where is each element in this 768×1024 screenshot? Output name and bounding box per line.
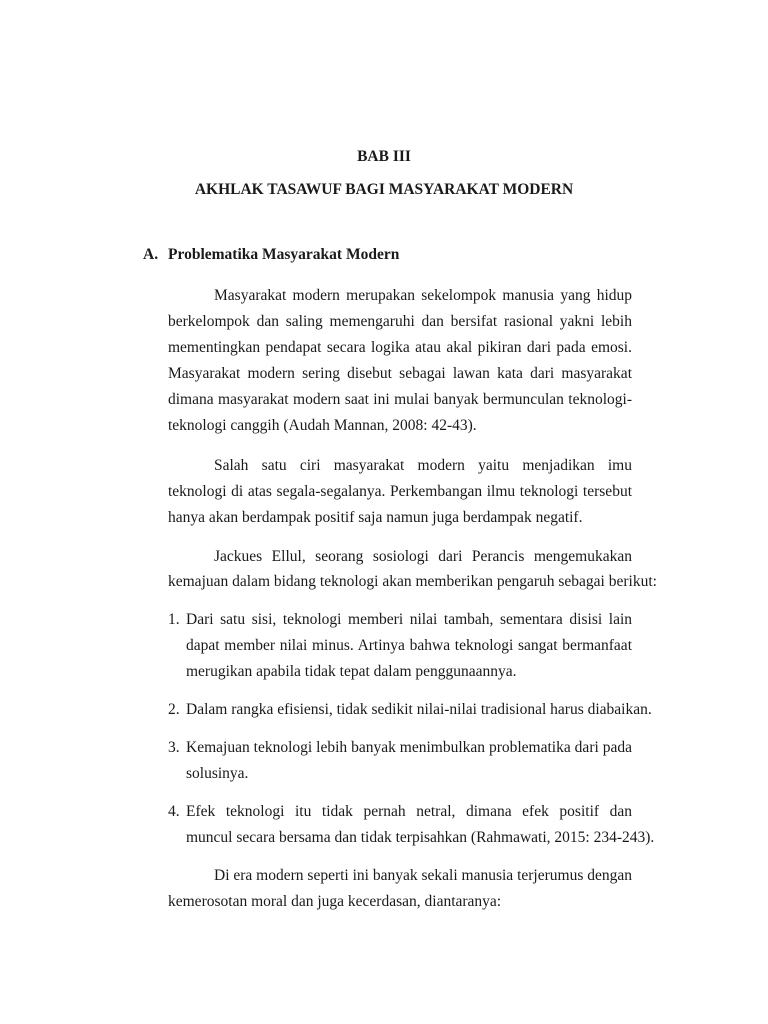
text-line: Masyarakat modern merupakan sekelompok manusia yang hidup [214,287,632,304]
text-line: Kemajuan teknologi lebih banyak menimbulkan problematika dari pada [186,739,632,756]
list-number: 3. [168,739,180,756]
list-number: 4. [168,803,180,820]
text-line: dapat member nilai minus. Artinya bahwa teknologi sangat bermanfaat [186,637,632,654]
list-number: 2. [168,701,180,718]
list-number: 1. [168,611,180,628]
text-line: solusinya. [186,765,249,782]
text-line: Di era modern seperti ini banyak sekali manusia terjerumus dengan [214,867,632,884]
chapter-number: BAB III [357,148,411,165]
text-line: dimana masyarakat modern saat ini mulai banyak bermunculan teknologi- [168,391,632,408]
text-line: Efek teknologi itu tidak pernah netral, dimana efek positif dan [186,803,632,820]
text-line: muncul secara bersama dan tidak terpisahkan (Rahmawati, 2015: 234-243). [186,829,655,846]
text-line: hanya akan berdampak positif saja namun juga berdampak negatif. [168,509,583,526]
text-line: berkelompok dan saling memengaruhi dan bersifat rasional yakni lebih [168,313,632,330]
text-line: teknologi di atas segala-segalanya. Perkembangan ilmu teknologi tersebut [168,483,632,500]
section-heading: Problematika Masyarakat Modern [168,246,400,263]
text-line: kemerosotan moral dan juga kecerdasan, diantaranya: [168,893,502,910]
text-line: mementingkan pendapat secara logika atau akal pikiran dari pada emosi. [168,339,632,356]
text-line: Masyarakat modern sering disebut sebagai lawan kata dari masyarakat [168,365,632,382]
text-line: Jackues Ellul, seorang sosiologi dari Perancis mengemukakan [214,548,632,565]
section-letter: A. [143,246,159,263]
text-line: merugikan apabila tidak tepat dalam penggunaannya. [186,663,517,680]
text-line: kemajuan dalam bidang teknologi akan memberikan pengaruh sebagai berikut: [168,573,657,590]
text-line: Dalam rangka efisiensi, tidak sedikit nilai-nilai tradisional harus diabaikan. [186,701,652,718]
text-line: Salah satu ciri masyarakat modern yaitu menjadikan imu [214,457,632,474]
text-line: Dari satu sisi, teknologi memberi nilai tambah, sementara disisi lain [186,611,632,628]
chapter-title: AKHLAK TASAWUF BAGI MASYARAKAT MODERN [194,181,574,198]
text-line: teknologi canggih (Audah Mannan, 2008: 42-43). [168,417,477,434]
